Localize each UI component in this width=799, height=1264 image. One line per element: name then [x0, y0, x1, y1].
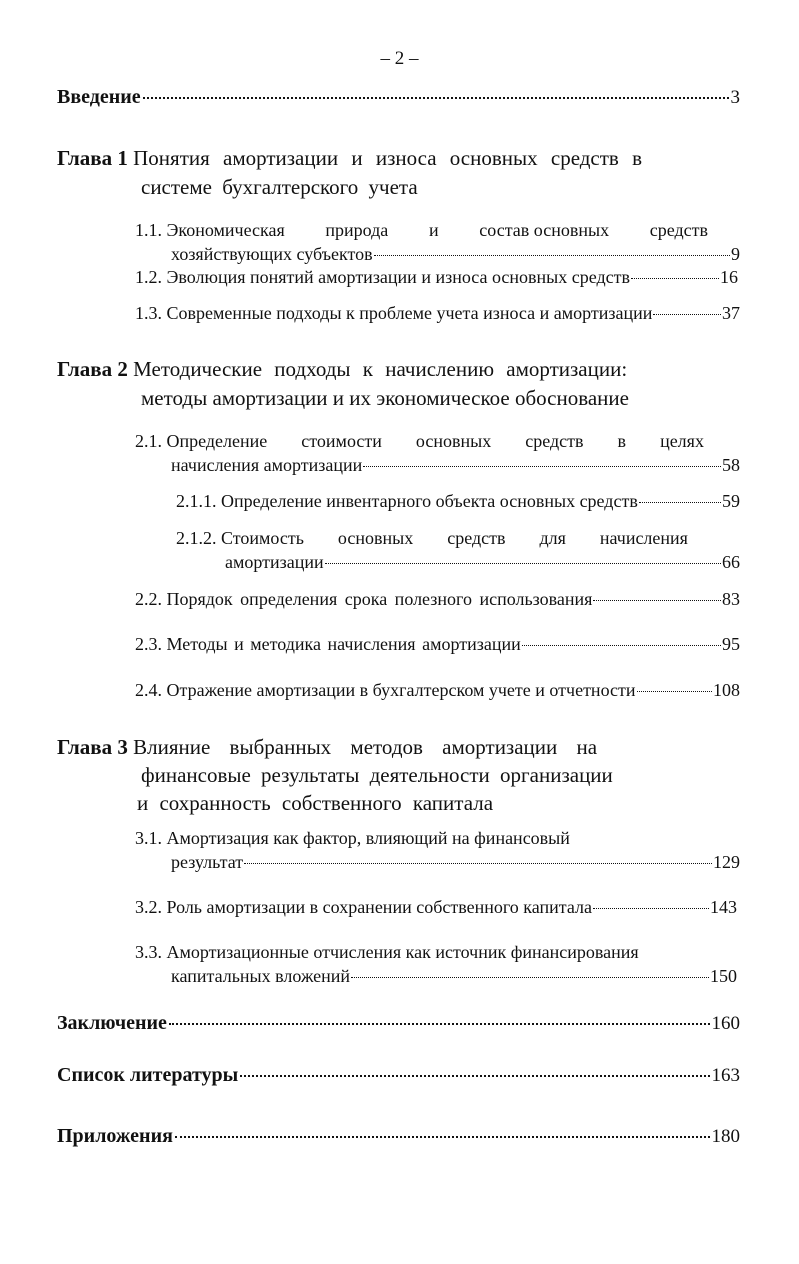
dot-leader	[351, 977, 709, 978]
toc-intro	[57, 86, 740, 109]
dot-leader	[631, 278, 719, 279]
toc-references	[57, 1064, 740, 1087]
toc-references-page: 163	[711, 1065, 740, 1086]
toc-section-3-1	[135, 826, 740, 874]
chapter-1-heading	[57, 144, 747, 202]
page-number: – 2 –	[380, 48, 419, 69]
dot-leader	[522, 645, 721, 646]
section-title: Методы и методика начисления амортизации	[166, 634, 521, 654]
chapter-1-label: Глава 1	[57, 146, 128, 170]
chapter-2-heading	[57, 355, 747, 413]
section-word: средств	[447, 528, 506, 548]
section-title: Определение инвентарного объекта основных средств	[221, 491, 638, 511]
section-number: 2.1.1.	[176, 491, 217, 511]
chapter-2-title-line1: Методические подходы к начислению амортизации:	[133, 357, 628, 381]
section-page: 95	[722, 634, 740, 654]
section-word: природа	[325, 220, 389, 240]
section-title-line1: Амортизация как фактор, влияющий на финансовый	[166, 828, 570, 848]
section-title-line2: амортизации	[225, 552, 324, 572]
chapter-3-title-line3: и сохранность собственного капитала	[137, 791, 494, 815]
section-page: 83	[722, 589, 740, 609]
chapter-3-heading	[57, 733, 747, 817]
section-word: целях	[660, 431, 704, 451]
toc-appendices-page: 180	[711, 1126, 740, 1147]
section-word: стоимости	[301, 431, 382, 451]
section-title-line2: результат	[171, 852, 244, 872]
section-title: Роль амортизации в сохранении собственного капитала	[166, 897, 592, 917]
section-title: Порядок определения срока полезного использования	[166, 589, 593, 609]
dot-leader	[143, 97, 729, 99]
chapter-2-title-line2: методы амортизации и их экономическое обоснование	[141, 386, 629, 410]
section-number: 2.1.	[135, 431, 162, 451]
section-word: средств	[525, 431, 584, 451]
dot-leader	[593, 908, 709, 909]
toc-intro-page: 3	[730, 87, 740, 108]
section-word: основных	[415, 431, 492, 451]
dot-leader	[175, 1136, 710, 1138]
section-word: Стоимость	[221, 528, 304, 548]
section-word: в	[617, 431, 627, 451]
dot-leader	[363, 466, 721, 467]
toc-references-title: Список литературы	[57, 1064, 239, 1086]
section-word: состав основных	[479, 220, 610, 240]
section-number: 2.1.2.	[176, 528, 217, 548]
section-title-line2: начисления амортизации	[171, 455, 363, 475]
chapter-1-title-line1: Понятия амортизации и износа основных средств в	[133, 146, 642, 170]
toc-section-2-1-1	[176, 489, 740, 513]
toc-conclusion-page: 160	[711, 1013, 740, 1034]
dot-leader	[639, 502, 721, 503]
toc-section-2-2	[135, 587, 740, 611]
toc-appendices-title: Приложения	[57, 1125, 173, 1147]
section-title-line1: Амортизационные отчисления как источник финансирования	[166, 942, 639, 962]
section-number: 2.3.	[135, 634, 162, 654]
section-number: 1.3.	[135, 303, 162, 323]
section-page: 59	[722, 491, 740, 511]
toc-section-1-3	[135, 301, 740, 325]
section-number: 2.4.	[135, 680, 162, 700]
toc-section-1-1	[135, 218, 740, 266]
section-page: 58	[722, 455, 740, 475]
chapter-3-label: Глава 3	[57, 735, 128, 759]
dot-leader	[593, 600, 721, 601]
toc-section-2-1-2	[176, 526, 740, 574]
toc-intro-title: Введение	[57, 86, 141, 108]
section-page: 143	[710, 897, 737, 917]
section-page: 108	[713, 680, 740, 700]
section-word: основных	[337, 528, 414, 548]
toc-appendices	[57, 1125, 740, 1148]
section-word: начисления	[599, 528, 688, 548]
toc-section-2-3	[135, 632, 740, 656]
section-title: Отражение амортизации в бухгалтерском учете и отчетности	[166, 680, 636, 700]
section-word: Экономическая	[166, 220, 285, 240]
dot-leader	[169, 1023, 710, 1025]
section-number: 1.2.	[135, 267, 162, 287]
section-number: 3.3.	[135, 942, 162, 962]
section-title: Современные подходы к проблеме учета износа и амортизации	[166, 303, 653, 323]
section-page: 129	[713, 852, 740, 872]
section-word: Определение	[166, 431, 268, 451]
dot-leader	[637, 691, 712, 692]
dot-leader	[374, 255, 730, 256]
toc-section-2-1	[135, 429, 740, 477]
chapter-1-title-line2: системе бухгалтерского учета	[141, 175, 418, 199]
section-word: средств	[649, 220, 708, 240]
chapter-3-title-line2: финансовые результаты деятельности организации	[141, 763, 613, 787]
toc-section-3-2	[135, 895, 737, 919]
toc-conclusion	[57, 1012, 740, 1035]
dot-leader	[240, 1075, 709, 1077]
dot-leader	[653, 314, 721, 315]
section-number: 3.1.	[135, 828, 162, 848]
section-word: для	[539, 528, 566, 548]
section-number: 2.2.	[135, 589, 162, 609]
section-page: 9	[731, 244, 740, 264]
toc-section-1-2	[135, 265, 738, 289]
toc-conclusion-title: Заключение	[57, 1012, 167, 1034]
section-title-line2: хозяйствующих субъектов	[171, 244, 373, 264]
toc-section-2-4	[135, 678, 740, 702]
toc-section-3-3	[135, 940, 737, 988]
section-page: 37	[722, 303, 740, 323]
section-page: 66	[722, 552, 740, 572]
dot-leader	[244, 863, 712, 864]
section-title: Эволюция понятий амортизации и износа основных средств	[166, 267, 631, 287]
section-page: 150	[710, 966, 737, 986]
section-number: 1.1.	[135, 220, 162, 240]
chapter-3-title-line1: Влияние выбранных методов амортизации на	[133, 735, 598, 759]
dot-leader	[325, 563, 721, 564]
section-page: 16	[720, 267, 738, 287]
section-word: и	[428, 220, 439, 240]
section-title-line2: капитальных вложений	[171, 966, 351, 986]
section-number: 3.2.	[135, 897, 162, 917]
chapter-2-label: Глава 2	[57, 357, 128, 381]
